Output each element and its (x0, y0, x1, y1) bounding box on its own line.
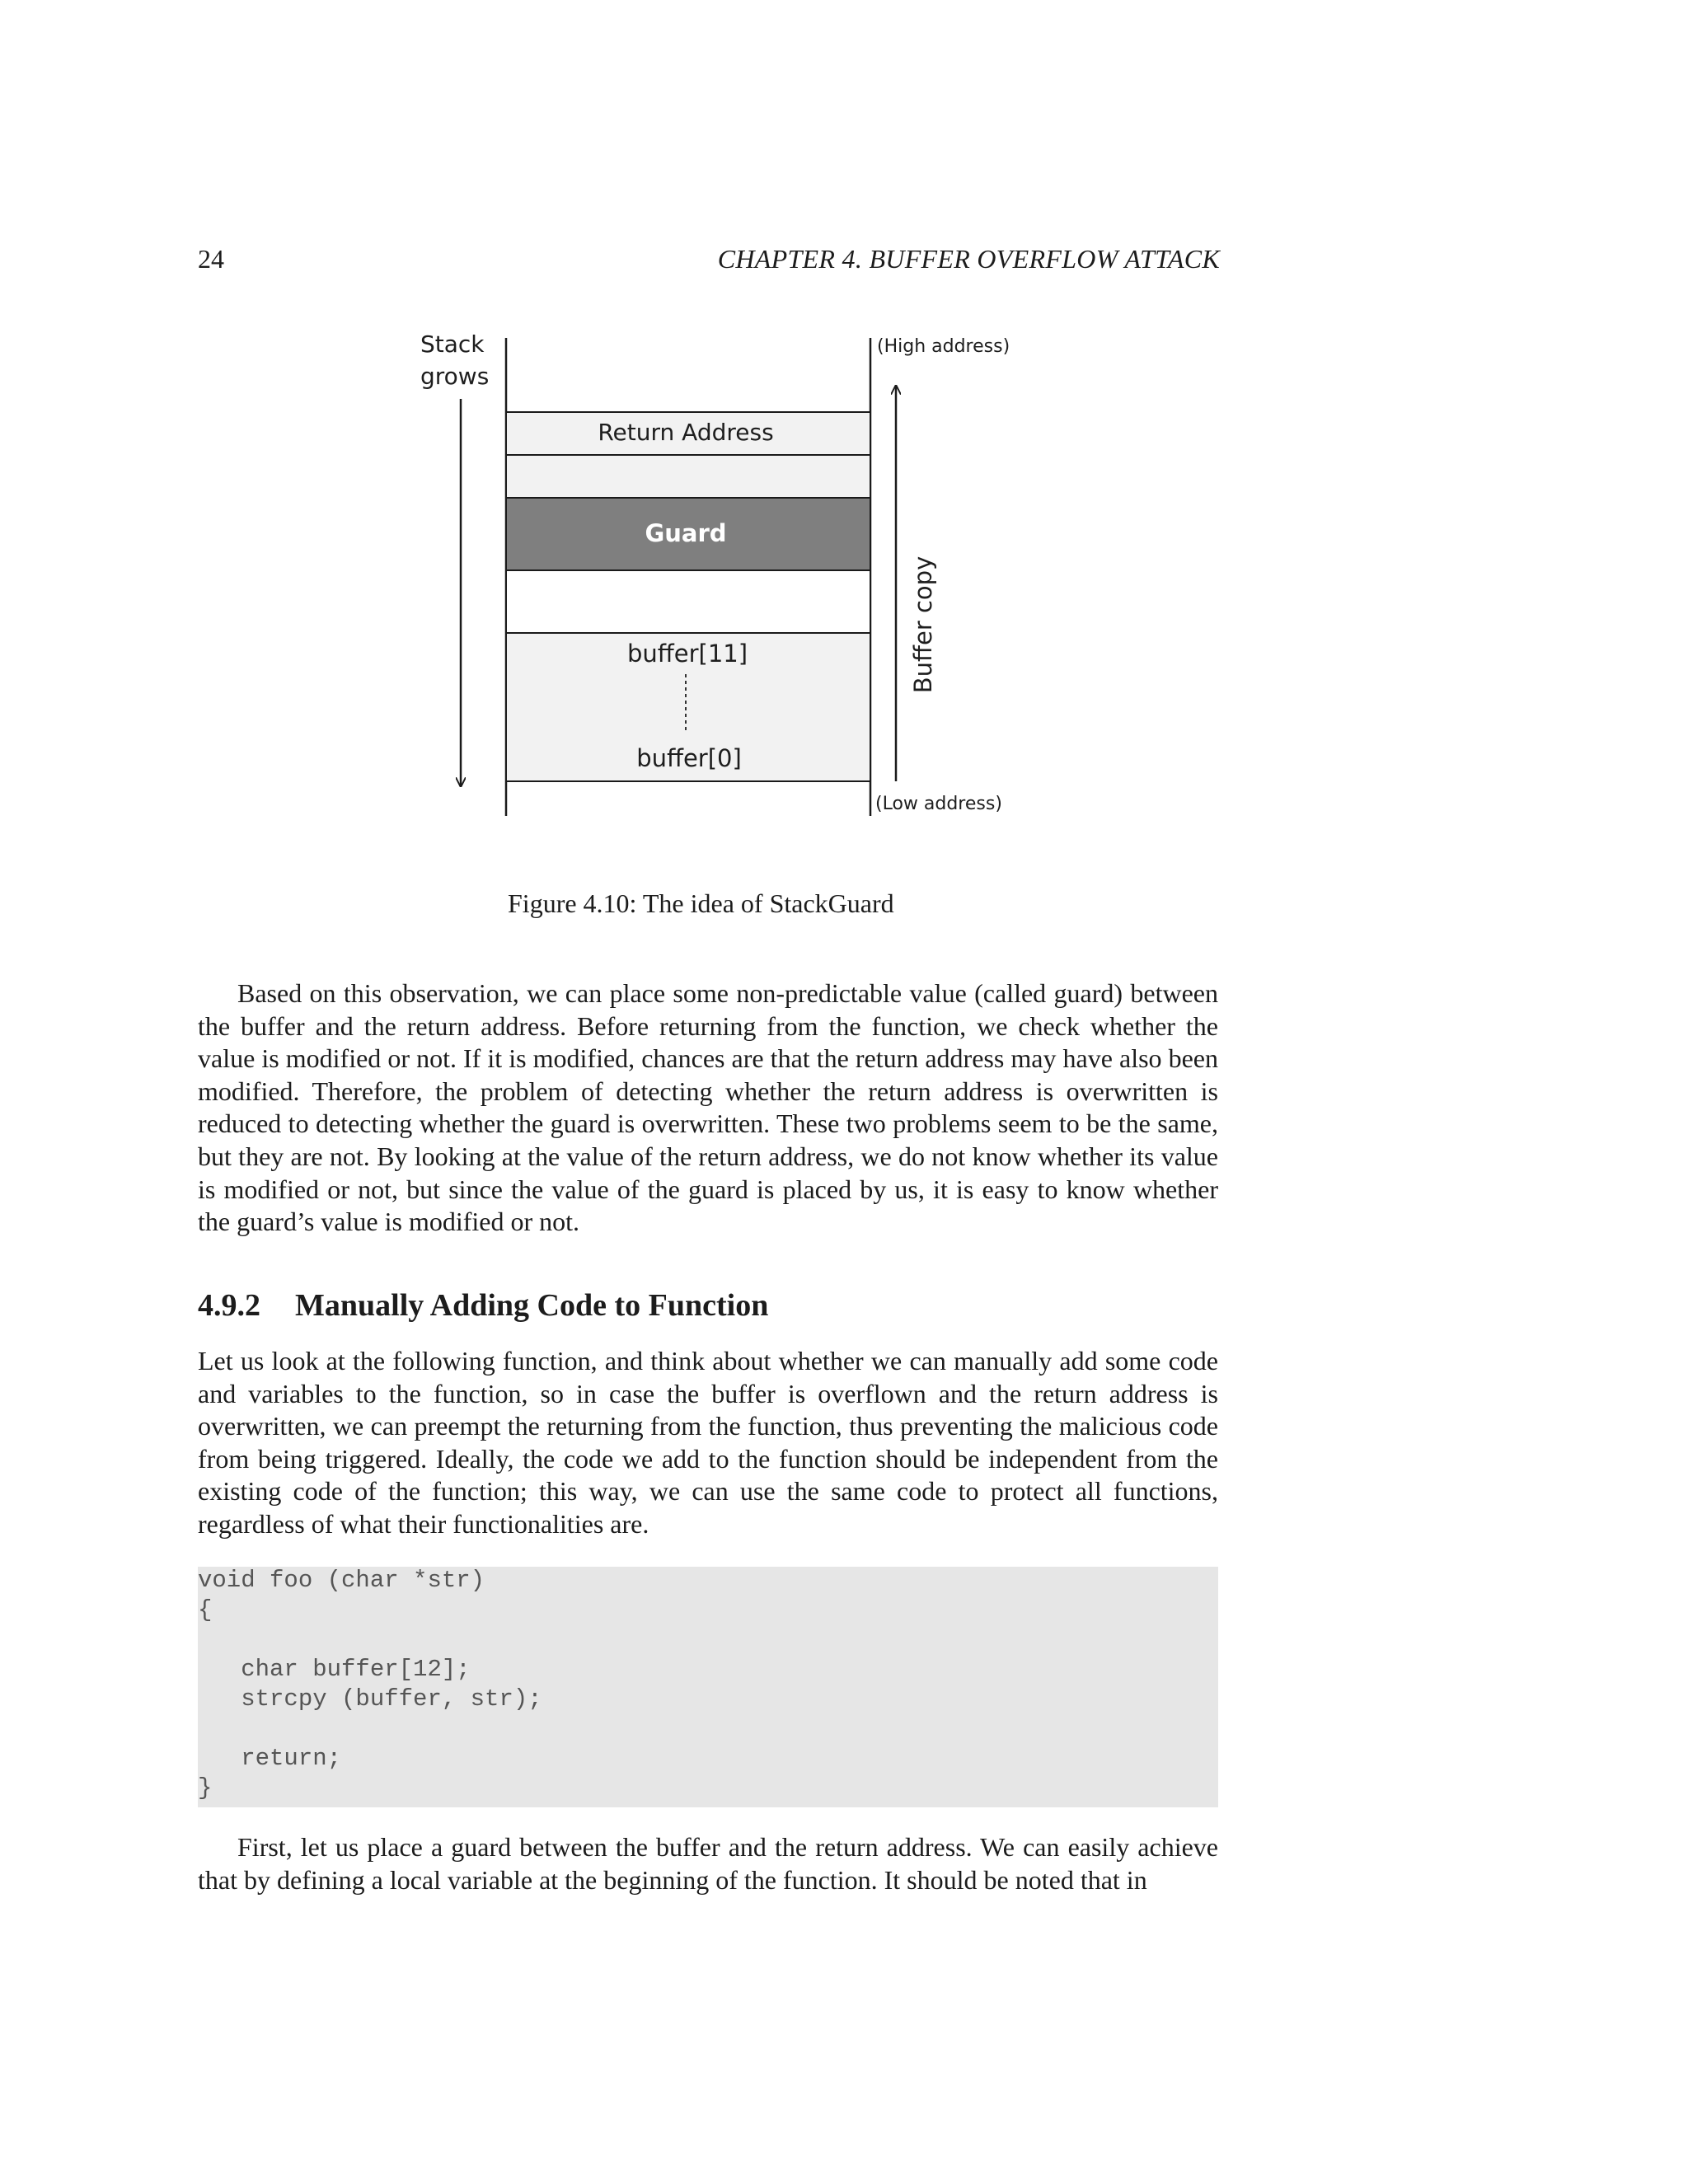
code-line: } (198, 1774, 213, 1802)
code-line: char buffer[12]; (198, 1656, 471, 1683)
section-number: 4.9.2 (198, 1288, 260, 1323)
low-address-label: (Low address) (875, 794, 1002, 814)
figure-caption: Figure 4.10: The idea of StackGuard (508, 888, 894, 918)
high-address-label: (High address) (877, 336, 1010, 357)
code-line: return; (198, 1745, 342, 1772)
code-listing (198, 1567, 1218, 1807)
section-title: Manually Adding Code to Function (295, 1288, 769, 1323)
running-head: CHAPTER 4. BUFFER OVERFLOW ATTACK (717, 244, 1220, 274)
stackguard-figure (0, 0, 1688, 857)
buffer-copy-label: Buffer copy (909, 555, 937, 694)
paragraph-2: Let us look at the following function, and think about whether we can manually add some code and variables to the function, so in case the buffer is overflown and the return address is overwritten, we can preempt the returning from the function, thus preventing the malicious code from being triggered. Ideally, the code we add to the function should be independent from the existing code of the function; this way, we can use the same code to protect all functions, regardless of what their functionalities are. (198, 1346, 1218, 1539)
code-line: strcpy (buffer, str); (198, 1685, 542, 1713)
page-number: 24 (198, 244, 224, 274)
stack-diagram (0, 0, 1688, 857)
paragraph-1: Based on this observation, we can place some non-predictable value (called guard) between the buffer and the return address. Before returning from the function, we check whether the value is modified or not. If it is modified, chances are that the return address may have also been modified. Therefore, the problem of detecting whether the return address is overwritten is reduced to detecting whether the guard is overwritten. These two problems seem to be the same, but they are not. By looking at the value of the return address, we do not know whether its value is modified or not, but since the value of the guard is placed by us, it is easy to know whether the guard’s value is modified or not. (198, 978, 1218, 1237)
code-line: { (198, 1596, 213, 1624)
gap-cell (506, 455, 870, 498)
return-address-label: Return Address (598, 419, 774, 446)
empty-cell (506, 570, 870, 633)
guard-label: Guard (645, 519, 727, 547)
buffer-bottom-label: buffer[0] (636, 744, 742, 772)
buffer-top-label: buffer[11] (626, 640, 748, 668)
paragraph-3: First, let us place a guard between the buffer and the return address. We can easily achieve that by defining a local variable at the beginning of the function. It should be noted that in (198, 1832, 1218, 1895)
section-heading (198, 1287, 768, 1324)
code-line: void foo (char *str) (198, 1567, 485, 1594)
stack-grows-label: Stack grows (420, 330, 490, 390)
